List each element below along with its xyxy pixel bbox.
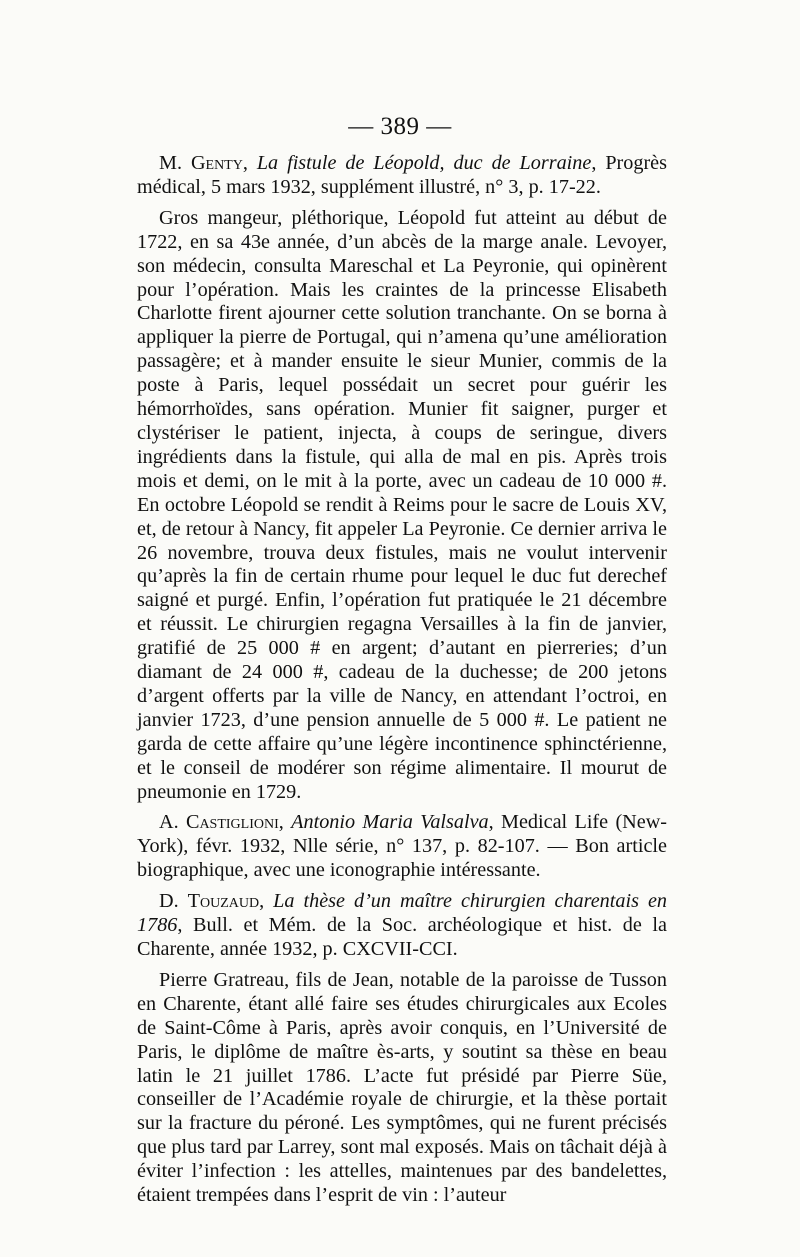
citation-author: Castiglioni (185, 811, 279, 834)
citation-author: Touzaud (187, 890, 260, 913)
body-paragraph-gratreau: Pierre Gratreau, fils de Jean, notable de la paroisse de Tusson en Charente, étant allé faire ses études chirurgicales aux Ecoles de Saint-Côme à Paris, après avoir conquis, en l’Université de Paris, le diplôme de maître ès-arts, y soutint sa thèse en beau latin le 21 juillet 1786. L’acte fut présidé par Pierre Süe, conseiller de l’Académie royale de chirurgie, et la thèse portait sur la fracture du péroné. Les symptômes, qui ne furent précisés que plus tard par Larrey, sont mal exposés. Mais on tâchait déjà à éviter l’infection : les attelles, maintenues par des bandelettes, étaient trempées dans l’esprit de vin : l’auteur (137, 968, 667, 1207)
citation-title: La thèse d’un maître chirurgien charentais en 1786 (137, 890, 667, 937)
page-number: — 389 — (348, 113, 452, 140)
body-paragraph-leopold: Gros mangeur, pléthorique, Léopold fut atteint au début de 1722, en sa 43e année, d’un abcès de la marge anale. Levoyer, son médecin, consulta Mareschal et La Peyronie, qui opinèrent pour l’opération. Mais les craintes de la princesse Elisabeth Charlotte firent ajourner cette solution tranchante. On se borna à appliquer la pierre de Portugal, qui n’amena qu’une amélioration passagère; et à mander ensuite le sieur Munier, commis de la poste à Paris, lequel possédait un secret pour guérir les hémorrhoïdes, sans opération. Munier fit saigner, purger et clystériser le patient, injecta, à coups de seringue, divers ingrédients dans la fistule, qui alla de mal en pis. Après trois mois et demi, on le mit à la porte, avec un cadeau de 10 000 #. En octobre Léopold se rendit à Reims pour le sacre de Louis XV, et, de retour à Nancy, fit appeler La Peyronie. Ce dernier arriva le 26 novembre, trouva deux fistules, mais ne voulut intervenir qu’après la fin de certain rhume pour lequel le duc fut derechef saigné et purgé. Enfin, l’opération fut pratiquée le 21 décembre et réussit. Le chirurgien regagna Versailles à la fin de janvier, gratifié de 25 000 # en argent; d’autant en pierreries; d’un diamant de 24 000 #, cadeau de la duchesse; de 200 jetons d’argent offerts par la ville de Nancy, en attendant l’octroi, en janvier 1723, d’une pension annuelle de 5 000 #. Le patient ne garda de cette affaire qu’une légère incontinence sphinctérienne, et le conseil de modérer son régime alimentaire. Il mourut de pneumonie en 1729. (137, 206, 667, 803)
citation-castiglioni: A. Castiglioni, Antonio Maria Valsalva, Medical Life (New-York), févr. 1932, Nlle série, n° 137, p. 82-107. — Bon article biographique, avec une iconographie intéressante. (137, 811, 668, 882)
citation-initial: D. (159, 890, 179, 913)
citation-initial: A. (159, 811, 179, 834)
citation-initial: M. (159, 152, 182, 174)
citation-details: , Medical Life (New-York), févr. 1932, Nlle série, n° 137, p. 82-107. — Bon article biographique, avec une iconographie intéressante. (137, 811, 668, 882)
citation-title: Antonio Maria Valsalva (291, 811, 489, 834)
citation-details: , Bull. et Mém. de la Soc. archéologique et hist. de la Charente, année 1932, p. CXCVII-CCI. (137, 914, 667, 960)
citation-author: Genty (190, 152, 243, 174)
citation-genty: M. Genty, La fistule de Léopold, duc de Lorraine, Progrès médical, 5 mars 1932, supplément illustré, n° 3, p. 17-22. (137, 152, 667, 198)
citation-title: La fistule de Léopold, duc de Lorraine (256, 152, 592, 174)
citation-touzaud: D. Touzaud, La thèse d’un maître chirurgien charentais en 1786, Bull. et Mém. de la Soc. archéologique et hist. de la Charente, année 1932, p. CXCVII-CCI. (137, 890, 667, 960)
page-content (137, 152, 667, 1208)
citation-details: , Progrès médical, 5 mars 1932, supplément illustré, n° 3, p. 17-22. (137, 152, 667, 198)
